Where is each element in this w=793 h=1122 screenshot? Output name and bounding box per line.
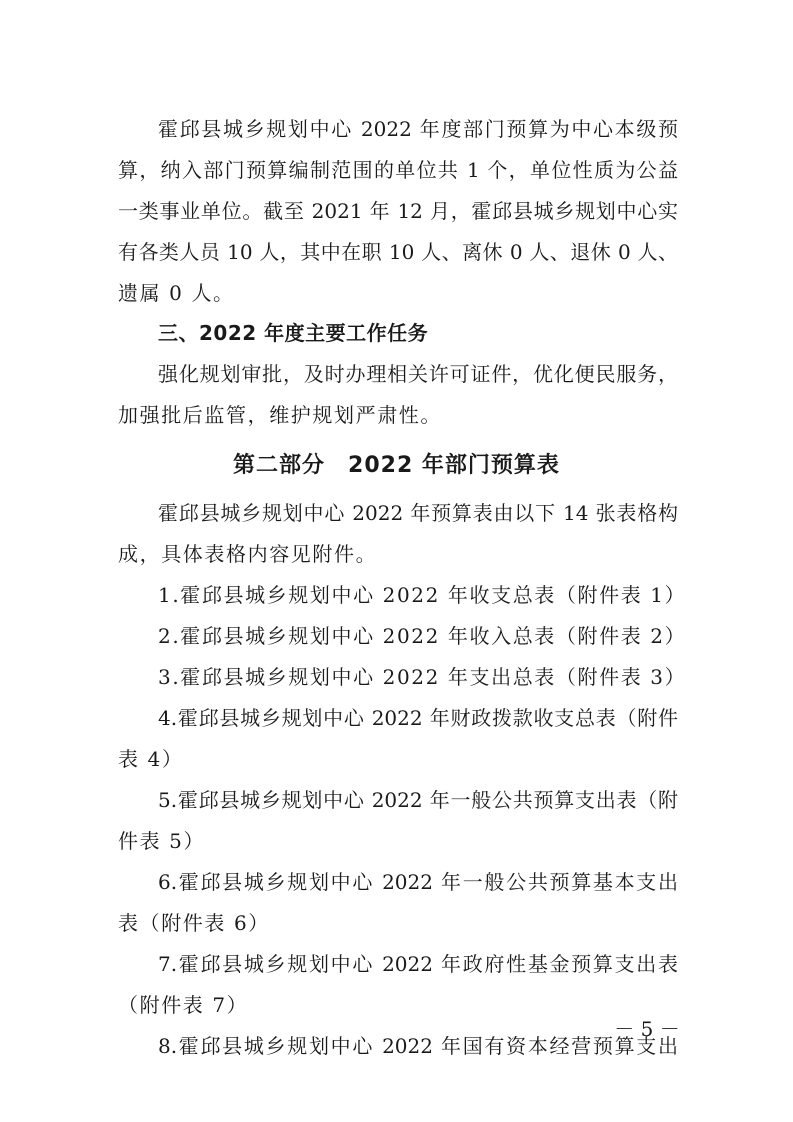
list-item-8: 8.霍邱县城乡规划中心 2022 年国有资本经营预算支出 bbox=[158, 1034, 678, 1058]
part-two-title: 第二部分 2022 年部门预算表 bbox=[233, 453, 560, 478]
task-line-2: 加强批后监管，维护规划严肃性。 bbox=[118, 403, 442, 427]
list-item-2: 2.霍邱县城乡规划中心 2022 年收入总表（附件表 2） bbox=[158, 624, 687, 648]
intro-line-5: 遗属 0 人。 bbox=[118, 281, 235, 305]
list-item-6-cont: 表（附件表 6） bbox=[118, 911, 270, 935]
intro-line-2: 算，纳入部门预算编制范围的单位共 1 个，单位性质为公益 bbox=[118, 158, 678, 182]
intro-line-1: 霍邱县城乡规划中心 2022 年度部门预算为中心本级预 bbox=[158, 117, 678, 141]
list-item-6: 6.霍邱县城乡规划中心 2022 年一般公共预算基本支出 bbox=[158, 870, 678, 894]
list-item-7: 7.霍邱县城乡规划中心 2022 年政府性基金预算支出表 bbox=[158, 952, 678, 976]
list-item-5-cont: 件表 5） bbox=[118, 829, 206, 853]
page-number: － 5 － bbox=[614, 1017, 680, 1041]
list-item-5: 5.霍邱县城乡规划中心 2022 年一般公共预算支出表（附 bbox=[158, 788, 678, 812]
intro-line-4: 有各类人员 10 人，其中在职 10 人、离休 0 人、退休 0 人、 bbox=[118, 240, 678, 264]
list-item-1: 1.霍邱县城乡规划中心 2022 年收支总表（附件表 1） bbox=[158, 583, 687, 607]
list-item-4: 4.霍邱县城乡规划中心 2022 年财政拨款收支总表（附件 bbox=[158, 706, 678, 730]
list-item-4-cont: 表 4） bbox=[118, 747, 184, 771]
list-item-7-cont: （附件表 7） bbox=[118, 993, 249, 1017]
intro-line-3: 一类事业单位。截至 2021 年 12 月，霍邱县城乡规划中心实 bbox=[118, 199, 678, 223]
task-heading: 三、2022 年度主要工作任务 bbox=[158, 321, 429, 345]
task-line-1: 强化规划审批，及时办理相关许可证件，优化便民服务， bbox=[158, 362, 678, 386]
list-item-3: 3.霍邱县城乡规划中心 2022 年支出总表（附件表 3） bbox=[158, 665, 687, 689]
part2-intro-line-2: 成，具体表格内容见附件。 bbox=[118, 542, 378, 566]
part2-intro-line-1: 霍邱县城乡规划中心 2022 年预算表由以下 14 张表格构 bbox=[158, 501, 678, 525]
